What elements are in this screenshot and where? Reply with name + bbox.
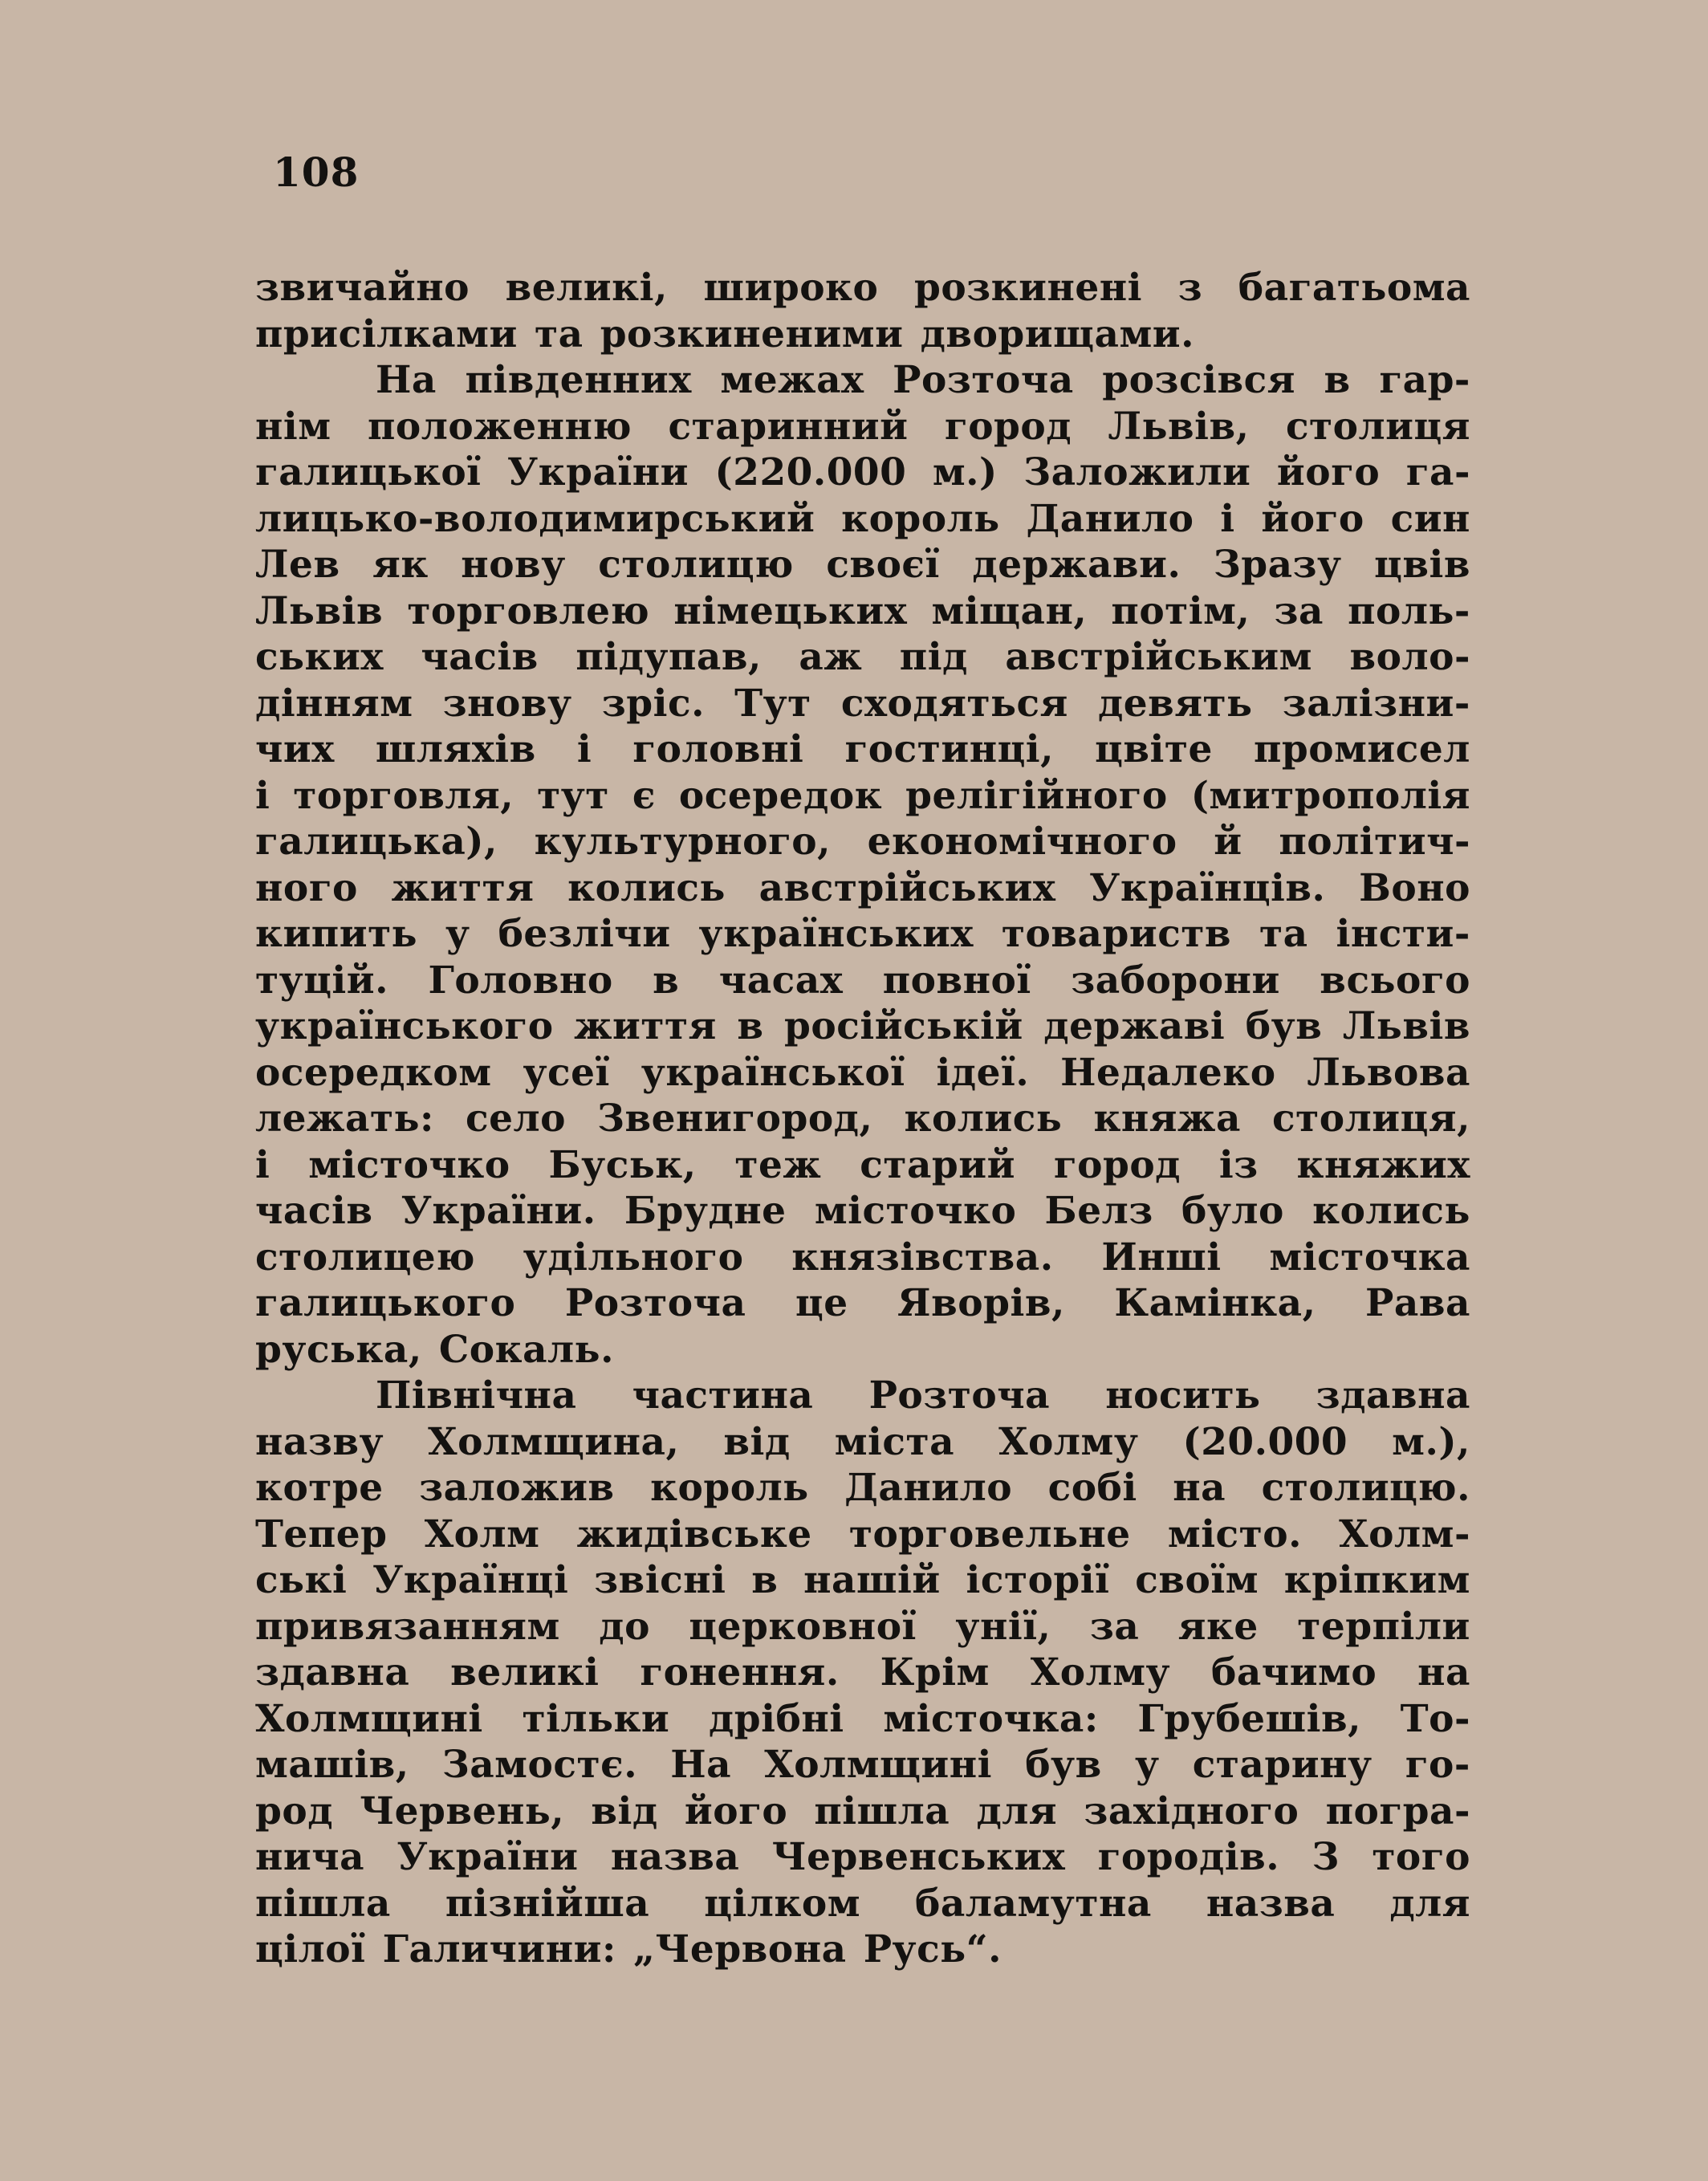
text-line: котре заложив король Данило собі на столицю. [255,1466,1470,1510]
body-text [255,265,1470,1973]
text-line: галицької України (220.000 м.) Заложили його га- [255,450,1470,494]
text-line: пішла пізнійша цілком баламутна назва для [255,1881,1470,1926]
text-line: дінням знову зріс. Тут сходяться девять залізни- [255,681,1470,726]
text-line: галицька), культурного, економічного й політич- [255,820,1470,864]
text-line: часів України. Брудне місточко Белз було колись [255,1189,1470,1233]
text-line: присілками та розкиненими дворищами. [255,311,1195,356]
text-line: На південних межах Розточа розсівся в гар- [376,358,1470,402]
text-line: лицько-володимирський король Данило і його син [255,496,1470,541]
text-line: і місточко Буськ, теж старий город із княжих [255,1142,1470,1187]
text-line: Лев як нову столицю своєї держави. Зразу цвів [255,543,1470,587]
text-line: галицького Розточа це Яворів, Камінка, Рава [255,1281,1470,1325]
text-line: кипить у безлічи українських товариств та інсти- [255,912,1470,956]
text-line: привязанням до церковної унії, за яке терпіли [255,1604,1470,1649]
text-line: і торговля, тут є осередок релігійного (митрополія [255,773,1470,818]
text-line: українського життя в російській державі був Львів [255,1004,1470,1048]
text-line: нім положенню старинний город Львів, столиця [255,404,1470,449]
text-line: ські Українці звісні в нашій історії своїм кріпким [255,1558,1470,1602]
text-line: звичайно великі, широко розкинені з багатьома [255,266,1470,310]
text-line: род Червень, від його пішла для західного погра- [255,1788,1470,1833]
text-line: Північна частина Розточа носить здавна [376,1373,1470,1418]
text-line: назву Холмщина, від міста Холму (20.000 м.), [255,1419,1470,1464]
text-line: Тепер Холм жидівське торговельне місто. Холм- [255,1512,1470,1556]
text-line: Холмщині тільки дрібні місточка: Грубешів, То- [255,1696,1470,1741]
text-line: туцій. Головно в часах повної заборони всього [255,958,1470,1003]
text-line: руська, Сокаль. [255,1327,614,1372]
text-line: столицею удільного князівства. Инші місточка [255,1235,1470,1280]
text-line: ного життя колись австрійських Українців. Воно [255,865,1470,910]
text-line: нича України назва Червенських городів. З того [255,1835,1470,1879]
text-line: осередком усеї української ідеї. Недалеко Львова [255,1050,1470,1095]
text-line: машів, Замостє. На Холмщині був у старину го- [255,1743,1470,1787]
text-line: здавна великі гонення. Крім Холму бачимо на [255,1650,1470,1695]
text-line: чих шляхів і головні гостинці, цвіте промисел [255,727,1470,771]
text-line: цілої Галичини: „Червона Русь“. [255,1927,1002,1971]
text-line: ських часів підупав, аж під австрійським воло- [255,635,1470,679]
page-number: 108 [273,149,360,196]
text-line: Львів торговлею німецьких міщан, потім, за поль- [255,588,1470,633]
text-line: лежать: село Звенигород, колись княжа столиця, [255,1097,1470,1141]
